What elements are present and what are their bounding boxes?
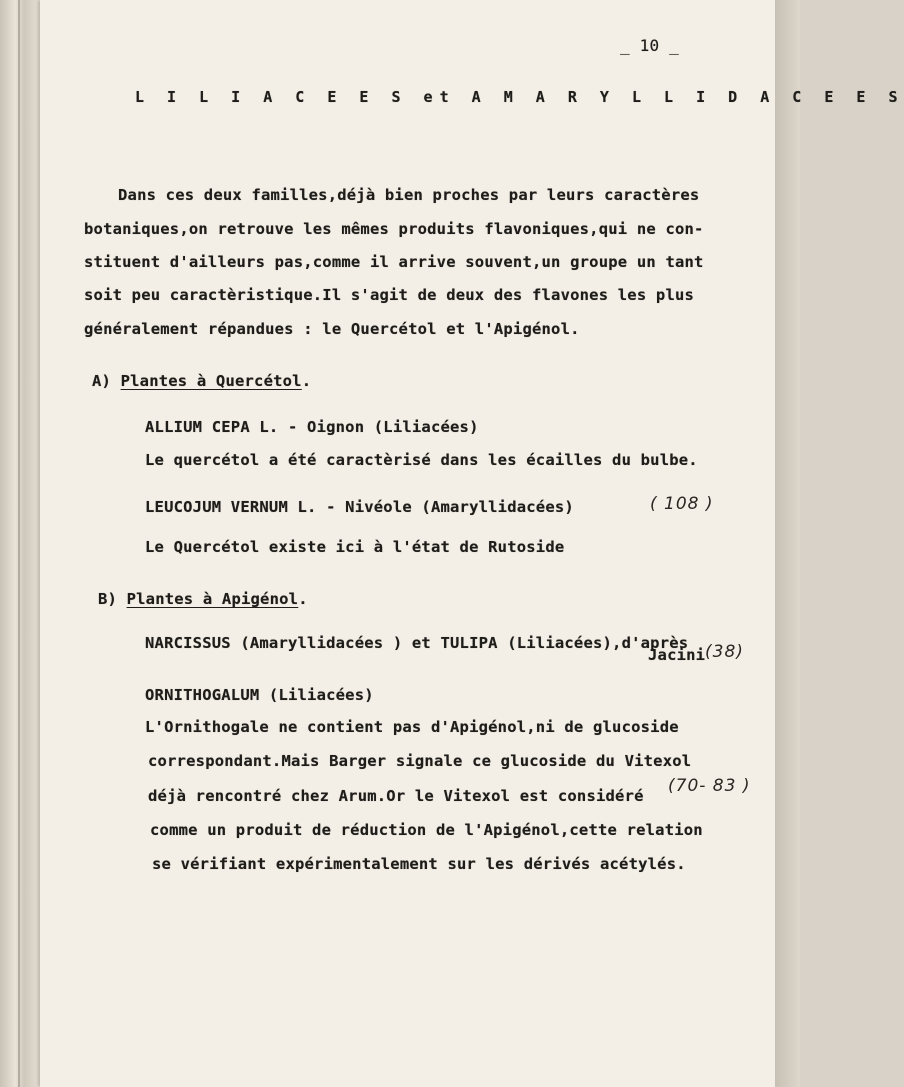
binding-edge	[18, 0, 20, 1087]
narcissus-reference: (38)	[705, 642, 744, 662]
page-title: L I L I A C E E S et A M A R Y L L I D A C E E S	[135, 88, 904, 106]
ornithogalum-line-1: L'Ornithogale ne contient pas d'Apigénol,ni de glucoside	[145, 718, 679, 736]
leucojum-reference: ( 108 )	[650, 494, 714, 514]
allium-cepa-text: Le quercétol a été caractèrisé dans les écailles du bulbe.	[145, 451, 698, 469]
intro-line-2: botaniques,on retrouve les mêmes produits flavoniques,qui ne con-	[84, 220, 704, 238]
narcissus-tulipa-entry: NARCISSUS (Amaryllidacées ) et TULIPA (Liliacées),d'après	[145, 634, 689, 652]
ornithogalum-line-2: correspondant.Mais Barger signale ce glucoside du Vitexol	[148, 752, 692, 770]
intro-line-3: stituent d'ailleurs pas,comme il arrive souvent,un groupe un tant	[84, 253, 704, 271]
ornithogalum-line-5: se vérifiant expérimentalement sur les dérivés acétylés.	[152, 855, 686, 873]
section-a-prefix: A)	[92, 372, 121, 390]
narcissus-author: Jacini	[648, 646, 706, 664]
intro-line-1: Dans ces deux familles,déjà bien proches par leurs caractères	[118, 186, 700, 204]
leucojum-vernum-entry: LEUCOJUM VERNUM L. - Nivéole (Amaryllidacées)	[145, 498, 574, 516]
page-number: _ 10 _	[620, 36, 679, 55]
section-a-title: Plantes à Quercétol	[120, 372, 302, 390]
page-edge	[775, 0, 800, 1087]
section-b-prefix: B)	[98, 590, 127, 608]
intro-line-5: généralement répandues : le Quercétol et l'Apigénol.	[84, 320, 580, 338]
section-b-title: Plantes à Apigénol	[126, 590, 299, 608]
section-a-heading	[92, 374, 311, 390]
section-a-suffix: .	[301, 372, 312, 390]
ornithogalum-line-3: déjà rencontré chez Arum.Or le Vitexol est considéré	[148, 787, 644, 805]
book-binding	[0, 0, 44, 1087]
ornithogalum-line-4: comme un produit de réduction de l'Apigénol,cette relation	[150, 821, 703, 839]
allium-cepa-entry: ALLIUM CEPA L. - Oignon (Liliacées)	[145, 418, 479, 436]
section-b-heading	[98, 592, 308, 608]
leucojum-text: Le Quercétol existe ici à l'état de Rutoside	[145, 538, 565, 556]
ornithogalum-reference: (70- 83 )	[668, 776, 751, 796]
intro-line-4: soit peu caractèristique.Il s'agit de deux des flavones les plus	[84, 286, 695, 304]
section-b-suffix: .	[298, 590, 308, 608]
ornithogalum-entry: ORNITHOGALUM (Liliacées)	[145, 686, 374, 704]
